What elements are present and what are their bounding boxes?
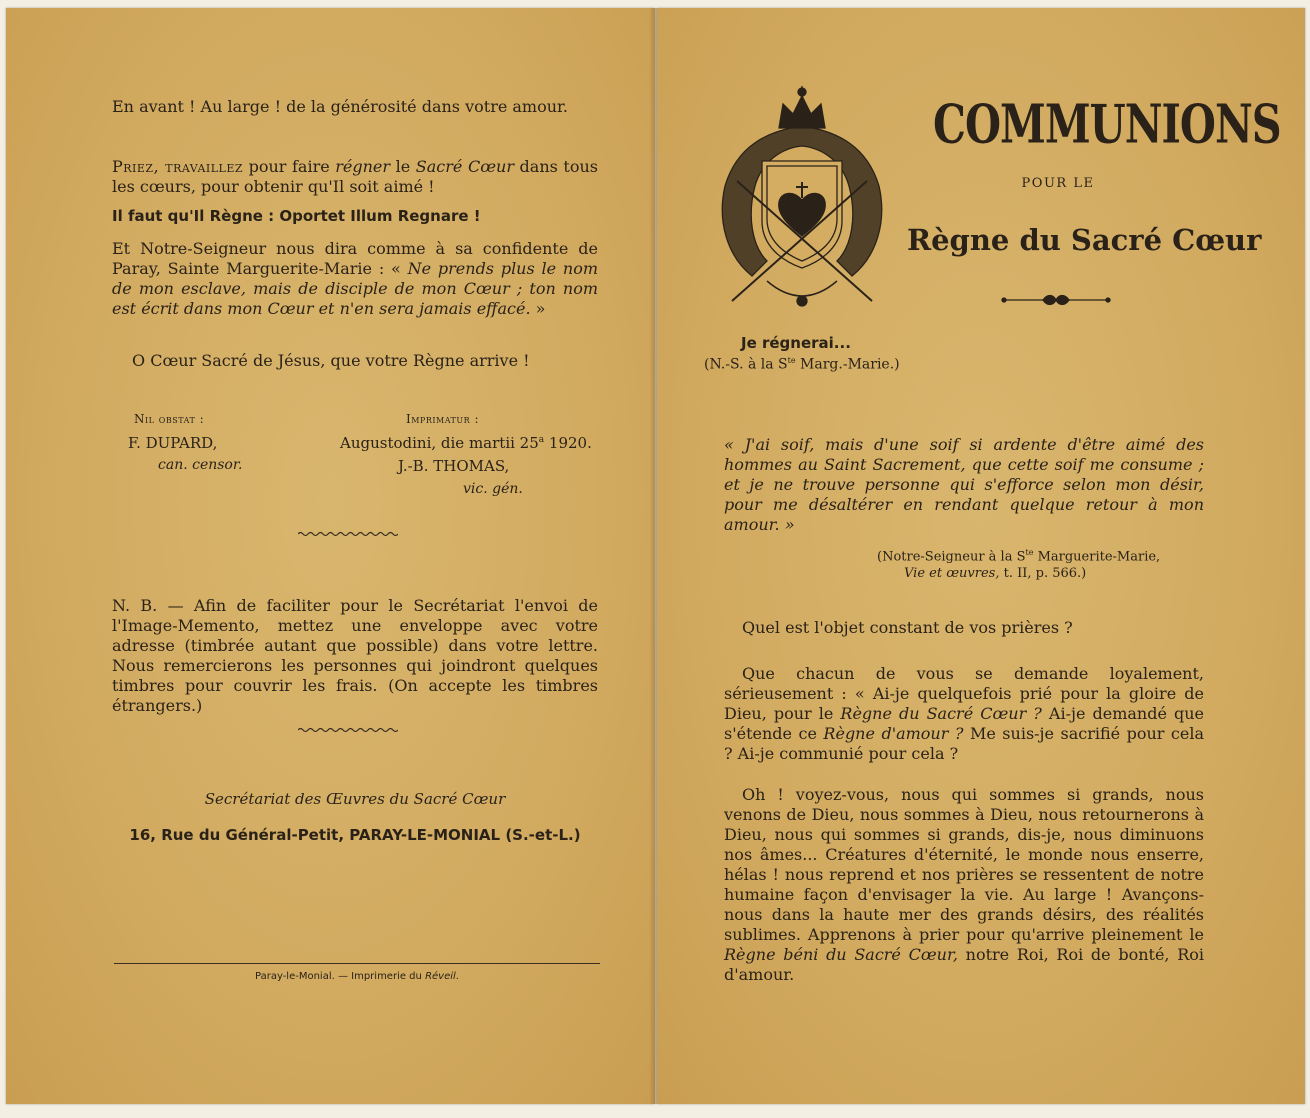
nil-obstat-name: F. DUPARD, [128,434,218,452]
je-regnerai-source: (N.-S. à la $S^{te}$ Marg.-Marie.) [704,356,900,373]
secretariat-line: Secrétariat des Œuvres du Sacré Cœur [204,790,506,808]
title-communions: COMMUNIONS [933,93,1281,156]
wavy-divider-icon [298,726,398,734]
address-line: 16, Rue du Général-Petit, PARAY-LE-MONIAL (S.-et-L.) [129,826,581,844]
left-page [6,8,655,1104]
je-regnerai-text: Je régnerai... [741,334,851,352]
nil-obstat-label: Nil obstat : [134,412,205,426]
left-paragraph-2: Priez, travaillez pour faire régner le Sacré Cœur dans tous les cœurs, pour obtenir qu'Il soit aimé ! [112,157,598,196]
right-page [657,8,1305,1104]
imprimatur-role: vic. gén. [463,481,523,497]
left-prayer-line: O Cœur Sacré de Jésus, que votre Règne arrive ! [132,351,530,370]
sacred-heart-quote: « J'ai soif, mais d'une soif si ardente d'être aimé des hommes au Saint Sacrement, que cette soif me consume ; et je ne trouve personne qui s'efforce selon mon désir, pour me désaltérer en rendant quelque retour à mon amour. » [724,435,1204,534]
quote-source-line-2: Vie et œuvres, t. II, p. 566.) [904,566,1087,581]
left-paragraph-1: En avant ! Au large ! de la générosité dans votre amour. [112,97,569,116]
question-line: Quel est l'objet constant de vos prières ? [742,618,1073,637]
subtitle-regne: Règne du Sacré Cœur [907,223,1262,257]
sacred-heart-emblem-icon [707,86,897,321]
pour-le-text: POUR LE [1021,176,1095,191]
nota-bene-paragraph: N. B. — Afin de faciliter pour le Secrétariat l'envoi de l'Image-Memento, mettez une enveloppe avec votre adresse (timbrée autant que possible) dans votre lettre. Nous remercierons les personnes qui joindront quelques timbres pour couvrir les frais. (On accepte les timbres étrangers.) [112,596,598,715]
imprimatur-line: Augustodini, die martii 25$^a$ 1920. [340,434,592,452]
right-paragraph-2: Que chacun de vous se demande loyalement, sérieusement : « Ai-je quelquefois prié pour la gloire de Dieu, pour le Règne du Sacré Cœur ? Ai-je demandé que s'étende ce Règne d'amour ? Me suis-je sacrifié pour cela ? Ai-je communié pour cela ? [724,664,1205,763]
imprimatur-name: J.-B. THOMAS, [398,457,510,475]
printer-line: Paray-le-Monial. — Imprimerie du Réveil. [255,971,459,982]
ornament-divider-icon [1001,292,1111,308]
nil-obstat-role: can. censor. [158,457,243,473]
left-heading: Il faut qu'Il Règne : Oportet Illum Regnare ! [112,207,481,225]
pray-work-text: Priez, travaillez [112,157,244,176]
footer-rule [114,963,600,964]
imprimatur-label: Imprimatur : [406,412,479,426]
right-paragraph-3: Oh ! voyez-vous, nous qui sommes si grands, nous venons de Dieu, nous sommes à Dieu, nous retournerons à Dieu, nous qui sommes si grands, dis-je, nous diminuons nos âmes... Créatures d'éternité, le monde nous enserre, hélas ! nous reprend et nos prières se ressentent de notre humaine façon d'envisager la vie. Au large ! Avançons-nous dans la haute mer des grands désirs, des réalités sublimes. Apprenons à prier pour qu'arrive pleinement le Règne béni du Sacré Cœur, notre Roi, Roi de bonté, Roi d'amour. [724,785,1204,984]
left-paragraph-3: Et Notre-Seigneur nous dira comme à sa confidente de Paray, Sainte Marguerite-Marie : « Ne prends plus le nom de mon esclave, mais de disciple de mon Cœur ; ton nom est écrit dans mon Cœur et n'en sera jamais effacé. » [112,239,599,318]
quote-source-line-1: (Notre-Seigneur à la $S^{te}$ Marguerite-Marie, [877,548,1161,565]
wavy-divider-icon [298,530,398,538]
